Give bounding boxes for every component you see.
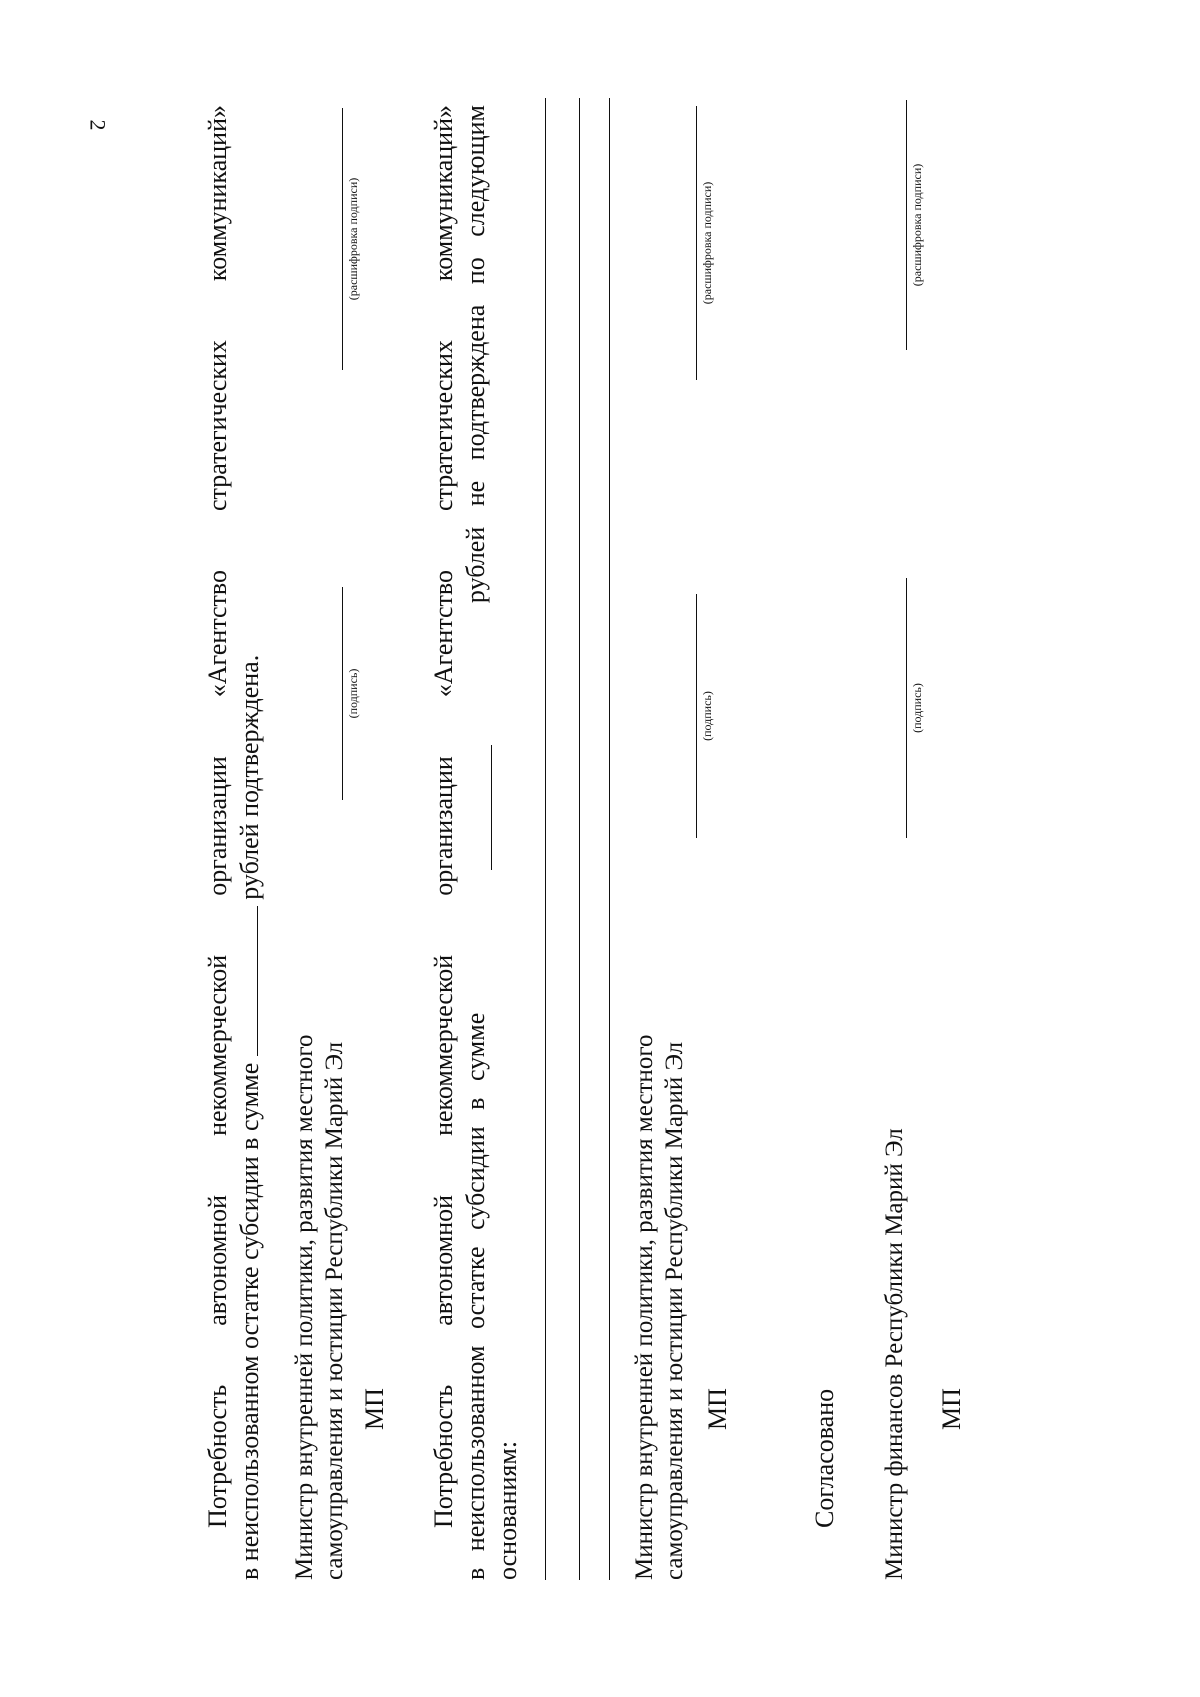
stamp-place: МП (703, 1388, 732, 1430)
decoding-caption: (расшифровка подписи) (910, 163, 924, 287)
decoding-line[interactable] (906, 100, 907, 350)
page-number: 2 (85, 119, 111, 131)
paragraph-line (234, 105, 266, 1580)
amount-suffix: рублей не подтверждена по следующим (461, 105, 490, 604)
signature-caption: (подпись) (346, 668, 360, 719)
signature-caption: (подпись) (910, 683, 924, 733)
amount-blank[interactable] (460, 745, 492, 870)
signature-caption: (подпись) (700, 691, 714, 741)
reason-line[interactable] (545, 98, 546, 1580)
agreed-label: Согласовано (810, 1388, 839, 1528)
paragraph-line: Потребность автономной некоммерческой организации «Агентство стратегических коммуникаций» (203, 105, 232, 1528)
paragraph-line: основаниям: (493, 1440, 522, 1580)
decoding-line[interactable] (342, 108, 343, 370)
signature-line[interactable] (696, 594, 697, 838)
amount-prefix: в неиспользованном остатке субсидии в сумме (461, 1012, 490, 1580)
decoding-caption: (расшифровка подписи) (346, 177, 360, 301)
stamp-place: МП (360, 1388, 389, 1430)
amount-blank[interactable] (257, 906, 258, 1056)
signature-line[interactable] (342, 587, 343, 800)
decoding-line[interactable] (696, 106, 697, 380)
decoding-caption: (расшифровка подписи) (700, 181, 714, 305)
minister-title: Министр внутренней политики, развития местного самоуправления и юстиции Республики Марий Эл (631, 1034, 688, 1580)
paragraph-line (460, 105, 492, 1580)
finance-minister-title: Министр финансов Республики Марий Эл (881, 1128, 908, 1580)
minister-title: Министр внутренней политики, развития местного самоуправления и юстиции Республики Марий Эл (291, 1034, 348, 1580)
amount-suffix: рублей подтверждена. (235, 654, 264, 900)
paragraph-line: Потребность автономной некоммерческой организации «Агентство стратегических коммуникаций» (429, 105, 458, 1528)
signature-line[interactable] (906, 578, 907, 838)
rotated-page-content (190, 100, 1190, 1580)
stamp-place: МП (937, 1388, 966, 1430)
reason-line[interactable] (579, 98, 580, 1580)
reason-line[interactable] (609, 98, 610, 1580)
need-not-confirmed-paragraph (428, 105, 524, 1580)
amount-prefix: в неиспользованном остатке субсидии в сумме (235, 1062, 264, 1580)
need-confirmed-paragraph (202, 105, 266, 1580)
